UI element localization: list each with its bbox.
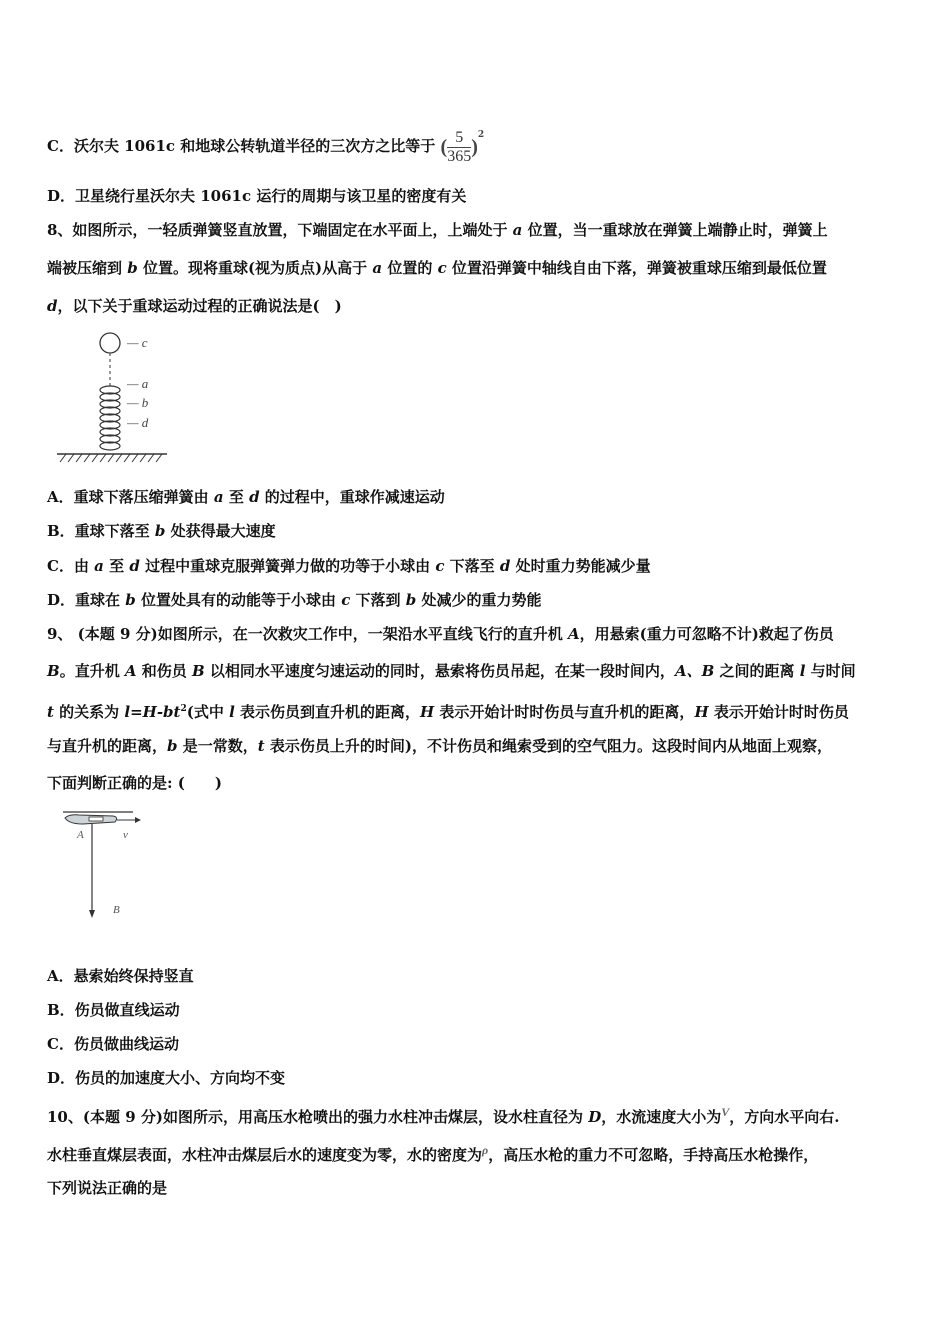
text: 与直升机的距离， xyxy=(47,737,168,755)
q9-option-a: A．悬索始终保持竖直 xyxy=(47,967,194,985)
var-b: b xyxy=(125,591,136,609)
var-a: a xyxy=(94,557,104,575)
text: 以相同水平速度匀速运动的同时，悬索将伤员吊起，在某一段时间内， xyxy=(204,662,675,680)
var-rho: ρ xyxy=(482,1143,489,1157)
var-t: t xyxy=(257,737,265,755)
text: 端被压缩到 xyxy=(47,259,128,277)
q8-option-c xyxy=(47,556,651,576)
formula: l=H-bt xyxy=(124,703,181,721)
q10-stem-line-3: 下列说法正确的是 xyxy=(47,1179,168,1197)
q7-frac-den: 365 xyxy=(447,147,472,165)
var-d: d xyxy=(499,557,511,575)
q8-spring-figure xyxy=(55,328,205,468)
text: 至 xyxy=(223,488,250,506)
text: 9、 (本题 9 分)如图所示，在一次救灾工作中，一架沿水平直线飞行的直升机 xyxy=(47,625,568,643)
text: ，用悬索(重力可忽略不计)救起了伤员 xyxy=(579,625,834,643)
q7-option-c-text: C．沃尔夫 1061c 和地球公转轨道半径的三次方之比等于 xyxy=(47,137,436,155)
var-AB: A、B xyxy=(674,662,715,680)
ground-hatch xyxy=(60,454,162,462)
q7-option-d: D．卫星绕行星沃尔夫 1061c 运行的周期与该卫星的密度有关 xyxy=(47,187,467,205)
text: 处减少的重力势能 xyxy=(416,591,542,609)
var-B: B xyxy=(47,662,60,680)
text: 之间的距离 xyxy=(714,662,800,680)
text: 位置的 xyxy=(382,259,438,277)
q8-option-a xyxy=(47,487,445,507)
q7-exponent: 2 xyxy=(477,130,485,140)
spring-coils xyxy=(100,386,120,450)
q8-stem-line-2 xyxy=(47,258,827,278)
var-a: a xyxy=(372,259,383,277)
q10-stem-line-2 xyxy=(47,1140,818,1165)
label-v: v xyxy=(123,829,128,841)
text: ，以下关于重球运动过程的正确说法是( ) xyxy=(57,297,342,315)
var-b: b xyxy=(167,737,178,755)
var-H: H xyxy=(420,703,435,721)
text: 10、(本题 9 分)如图所示，用高压水枪喷出的强力水柱冲击煤层，设水柱直径为 xyxy=(47,1108,589,1126)
text: 位置处具有的动能等于小球由 xyxy=(135,591,342,609)
text: 至 xyxy=(103,557,130,575)
label-a: — a xyxy=(127,376,149,391)
text: 表示开始计时时伤员 xyxy=(708,703,849,721)
text: 和伤员 xyxy=(136,662,193,680)
text: 的关系为 xyxy=(53,703,125,721)
text: 下落到 xyxy=(350,591,406,609)
var-d: d xyxy=(47,297,58,315)
var-d: d xyxy=(129,557,140,575)
var-l: l xyxy=(229,703,235,721)
var-a: a xyxy=(512,221,523,239)
q9-option-c: C．伤员做曲线运动 xyxy=(47,1035,179,1053)
var-A: A xyxy=(567,625,580,643)
text: 过程中重球克服弹簧弹力做的功等于小球由 xyxy=(139,557,436,575)
text: C．由 xyxy=(47,557,95,575)
velocity-arrow-head xyxy=(135,817,141,823)
cockpit xyxy=(89,817,103,821)
var-c: c xyxy=(437,259,447,277)
q9-stem-line-3 xyxy=(47,699,849,722)
var-B: B xyxy=(192,662,205,680)
q7-paren-close: ) xyxy=(471,136,478,158)
q8-stem-line-1 xyxy=(47,220,828,240)
q8-option-b xyxy=(47,521,276,541)
label-c: — c xyxy=(127,335,148,350)
label-d: — d xyxy=(127,415,149,430)
label-B: B xyxy=(113,904,120,916)
q7-option-c xyxy=(47,125,484,166)
text: 表示伤员上升的时间)，不计伤员和绳索受到的空气阻力。这段时间内从地面上观察， xyxy=(264,737,833,755)
var-d: d xyxy=(249,488,260,506)
text: ，方向水平向右. xyxy=(729,1108,840,1126)
q9-helicopter-figure xyxy=(55,808,165,923)
text: ，高压水枪的重力不可忽略，手持高压水枪操作， xyxy=(488,1146,819,1164)
var-A: A xyxy=(124,662,137,680)
formula-exponent: 2 xyxy=(180,704,187,714)
text: 表示开始计时时伤员与直升机的距离， xyxy=(434,703,695,721)
q7-frac-num: 5 xyxy=(447,129,471,148)
var-H: H xyxy=(694,703,709,721)
ball xyxy=(100,333,120,353)
var-a: a xyxy=(213,488,224,506)
text: 下落至 xyxy=(444,557,500,575)
text: 水柱垂直煤层表面，水柱冲击煤层后水的速度变为零，水的密度为 xyxy=(47,1146,483,1164)
label-A: A xyxy=(77,829,84,841)
cable-arrow-head xyxy=(89,910,95,918)
var-D: D xyxy=(588,1108,602,1126)
var-l: l xyxy=(799,662,806,680)
var-b: b xyxy=(405,591,417,609)
text: 位置，当一重球放在弹簧上端静止时，弹簧上 xyxy=(522,221,828,239)
text: (式中 xyxy=(186,703,230,721)
q9-option-d: D．伤员的加速度大小、方向均不变 xyxy=(47,1069,286,1087)
text: B．重球下落至 xyxy=(47,522,155,540)
q10-stem-line-1 xyxy=(47,1102,839,1127)
q8-option-d xyxy=(47,590,542,610)
text: 。直升机 xyxy=(59,662,125,680)
text: ，水流速度大小为 xyxy=(601,1108,722,1126)
q9-stem-line-5: 下面判断正确的是: ( ) xyxy=(47,774,222,792)
var-v: V xyxy=(721,1105,730,1119)
text: 与时间 xyxy=(805,662,856,680)
q9-stem-line-4 xyxy=(47,736,832,756)
text: 8、如图所示，一轻质弹簧竖直放置，下端固定在水平面上，上端处于 xyxy=(47,221,513,239)
q7-fraction xyxy=(447,129,471,166)
var-c: c xyxy=(435,557,445,575)
text: 表示伤员到直升机的距离， xyxy=(234,703,421,721)
var-b: b xyxy=(154,522,166,540)
q9-option-b: B．伤员做直线运动 xyxy=(47,1001,180,1019)
text: 位置沿弹簧中轴线自由下落，弹簧被重球压缩到最低位置 xyxy=(446,259,827,277)
q7-paren-open: ( xyxy=(440,136,448,158)
text: 处获得最大速度 xyxy=(165,522,276,540)
q9-stem-line-2 xyxy=(47,661,856,681)
text: D．重球在 xyxy=(47,591,126,609)
text: 的过程中，重球作减速运动 xyxy=(259,488,445,506)
q8-stem-line-3 xyxy=(47,296,342,316)
label-b: — b xyxy=(127,395,149,410)
var-c: c xyxy=(341,591,351,609)
text: 是一常数， xyxy=(177,737,258,755)
text: 处时重力势能减少量 xyxy=(510,557,651,575)
var-b: b xyxy=(127,259,138,277)
var-t: t xyxy=(47,703,54,721)
text: A．重球下落压缩弹簧由 xyxy=(47,488,214,506)
q9-stem-line-1 xyxy=(47,624,834,644)
text: 位置。现将重球(视为质点)从高于 xyxy=(137,259,373,277)
